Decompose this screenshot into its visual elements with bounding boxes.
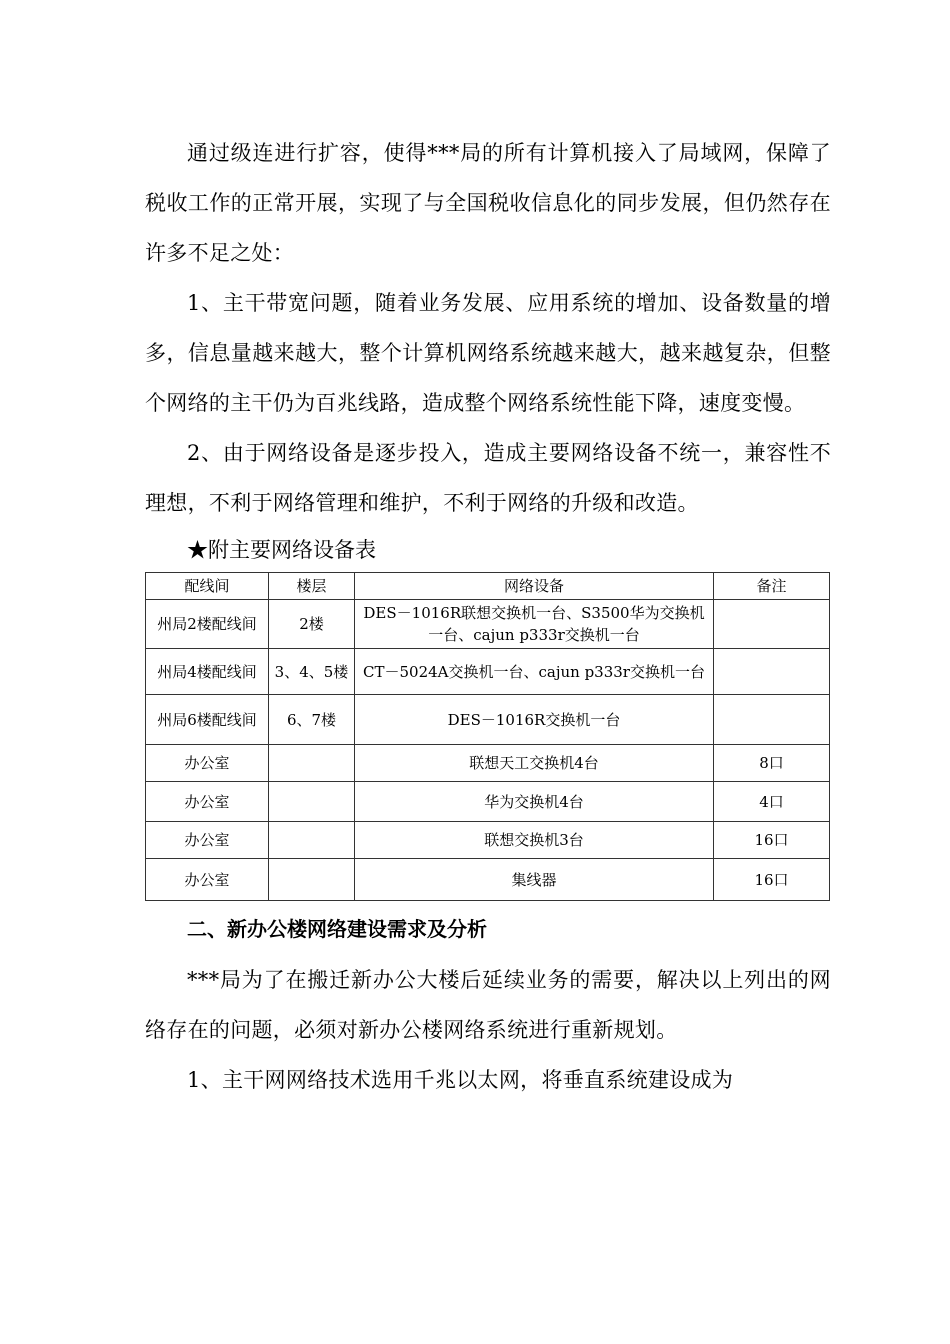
- cell-network-device: DES－1016R交换机一台: [355, 695, 714, 745]
- table-row: [146, 600, 830, 649]
- table-row: [146, 695, 830, 745]
- cell-network-device: DES－1016R联想交换机一台、S3500华为交换机一台、cajun p333r交换机一台: [355, 600, 714, 649]
- cell-remark: [714, 600, 830, 649]
- table-header-row: [146, 573, 830, 600]
- paragraph-gigabit-backbone: 1、主干网网络技术选用千兆以太网，将垂直系统建设成为: [187, 1068, 734, 1092]
- cell-wiring-closet: 州局4楼配线间: [146, 649, 269, 695]
- table-row: [146, 859, 830, 901]
- cell-wiring-closet: 州局6楼配线间: [146, 695, 269, 745]
- cell-wiring-closet: 办公室: [146, 859, 269, 901]
- header-floor: 楼层: [269, 573, 355, 600]
- document-page: [145, 128, 831, 1105]
- cell-wiring-closet: 州局2楼配线间: [146, 600, 269, 649]
- cell-floor: [269, 782, 355, 822]
- paragraph-new-building-plan: ***局为了在搬迁新办公大楼后延续业务的需要，解决以上列出的网络存在的问题，必须对新办公楼网络系统进行重新规划。: [145, 968, 831, 1042]
- cell-network-device: 集线器: [355, 859, 714, 901]
- table-row: [146, 822, 830, 859]
- table-row: [146, 745, 830, 782]
- cell-network-device: 联想交换机3台: [355, 822, 714, 859]
- cell-floor: [269, 745, 355, 782]
- cell-network-device: 联想天工交换机4台: [355, 745, 714, 782]
- paragraph-intro: 通过级连进行扩容，使得***局的所有计算机接入了局域网，保障了税收工作的正常开展，实现了与全国税收信息化的同步发展，但仍然存在许多不足之处：: [145, 141, 831, 265]
- table-caption: ★附主要网络设备表: [187, 538, 376, 562]
- header-network-device: 网络设备: [355, 573, 714, 600]
- cell-floor: 6、7楼: [269, 695, 355, 745]
- table-row: [146, 782, 830, 822]
- cell-remark: [714, 695, 830, 745]
- cell-remark: 16口: [714, 859, 830, 901]
- cell-remark: 16口: [714, 822, 830, 859]
- header-wiring-closet: 配线间: [146, 573, 269, 600]
- table-row: [146, 649, 830, 695]
- cell-floor: [269, 859, 355, 901]
- cell-wiring-closet: 办公室: [146, 782, 269, 822]
- cell-floor: 2楼: [269, 600, 355, 649]
- cell-network-device: CT－5024A交换机一台、cajun p333r交换机一台: [355, 649, 714, 695]
- cell-wiring-closet: 办公室: [146, 822, 269, 859]
- cell-floor: 3、4、5楼: [269, 649, 355, 695]
- cell-floor: [269, 822, 355, 859]
- cell-remark: 8口: [714, 745, 830, 782]
- network-equipment-table: [145, 572, 830, 901]
- cell-wiring-closet: 办公室: [146, 745, 269, 782]
- paragraph-backbone-bandwidth: 1、主干带宽问题，随着业务发展、应用系统的增加、设备数量的增多，信息量越来越大，整个计算机网络系统越来越大，越来越复杂，但整个网络的主干仍为百兆线路，造成整个网络系统性能下降，速度变慢。: [145, 291, 831, 415]
- cell-remark: 4口: [714, 782, 830, 822]
- header-remark: 备注: [714, 573, 830, 600]
- section-heading: 二、新办公楼网络建设需求及分析: [187, 917, 487, 941]
- paragraph-device-compatibility: 2、由于网络设备是逐步投入，造成主要网络设备不统一，兼容性不理想，不利于网络管理和维护，不利于网络的升级和改造。: [145, 441, 831, 515]
- cell-remark: [714, 649, 830, 695]
- cell-network-device: 华为交换机4台: [355, 782, 714, 822]
